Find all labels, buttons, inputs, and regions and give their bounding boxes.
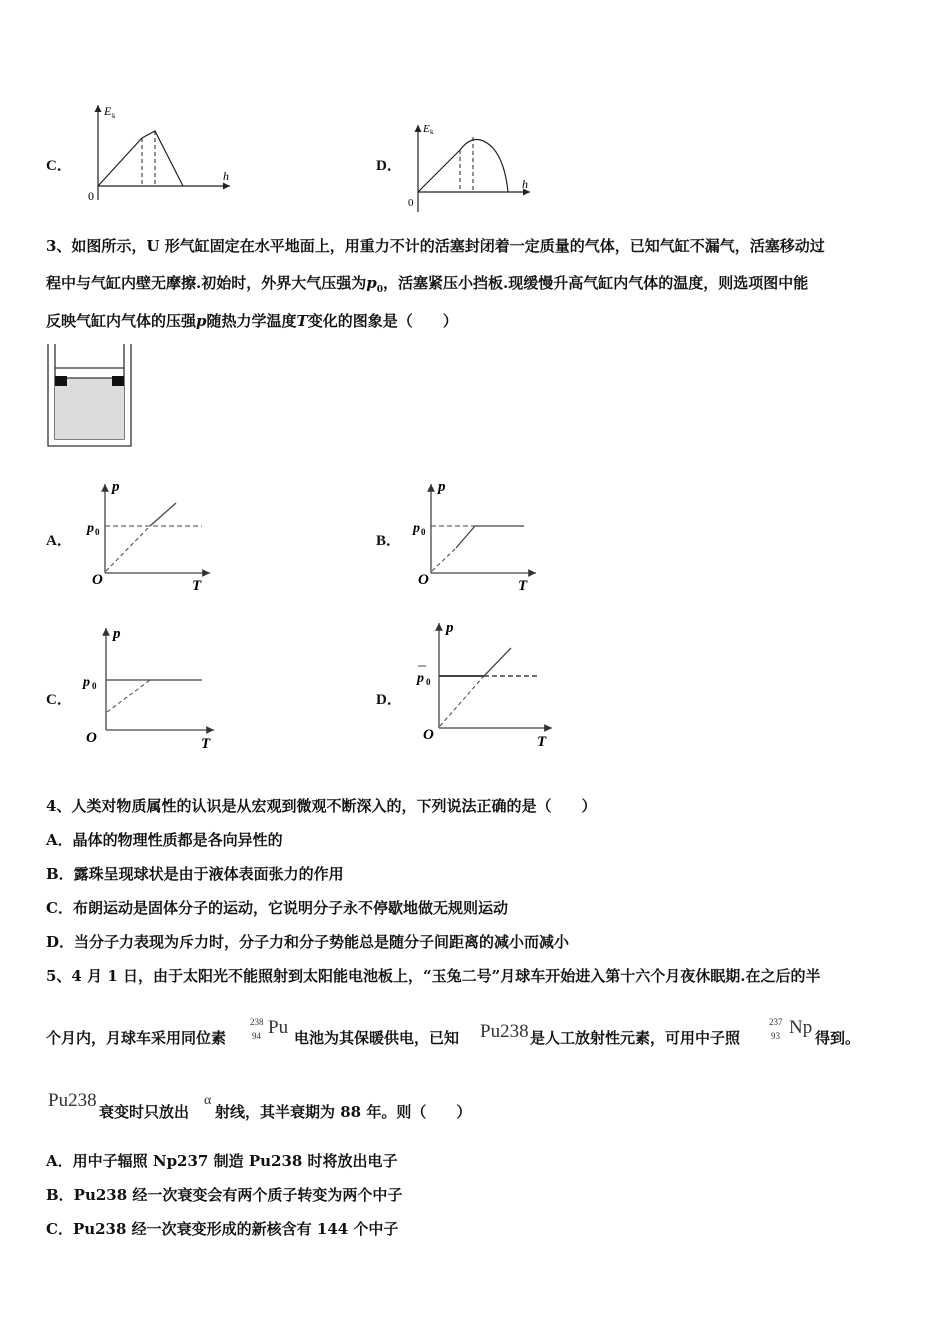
q3-line-2-b: ，活塞紧压小挡板.现缓慢升高气缸内气体的温度，则选项图中能: [383, 274, 809, 292]
p-t-graph-b: [408, 476, 543, 596]
y-label: p: [438, 479, 446, 495]
np-symbol: Np: [789, 1017, 813, 1038]
origin-label: O: [86, 730, 97, 746]
ek-h-graph-d: [405, 120, 540, 215]
q3-option-d-label[interactable]: D．: [376, 692, 402, 708]
q3-line-2: [46, 273, 808, 300]
dashed-slope: [432, 548, 456, 571]
q4-option-b[interactable]: B．露珠呈现球状是由于液体表面张力的作用: [46, 865, 344, 883]
t-symbol: T: [296, 312, 308, 330]
dashed-slope: [440, 676, 484, 726]
alpha-symbol: α: [204, 1093, 212, 1108]
q3-line-3-a: 反映气缸内气体的压强: [46, 312, 197, 330]
x-label: T: [201, 736, 211, 752]
q5-option-c[interactable]: C．Pu238 经一次衰变形成的新核含有 144 个中子: [46, 1220, 399, 1238]
top-option-d-label[interactable]: D．: [376, 158, 402, 174]
origin-label: O: [92, 572, 103, 588]
q3-option-c-label[interactable]: C．: [46, 692, 72, 708]
y-label: p: [113, 626, 121, 642]
stopper-left: [55, 376, 67, 386]
y-label: E: [423, 123, 430, 135]
np-atomic-number: 93: [771, 1031, 780, 1041]
pu-symbol: Pu: [268, 1017, 289, 1038]
q5-line-2-a: 个月内，月球车采用同位素: [46, 1029, 227, 1047]
y-label: E: [104, 104, 112, 118]
x-label: h: [223, 169, 229, 183]
x-label: T: [537, 734, 547, 750]
u-cylinder-diagram: [44, 342, 136, 450]
q5-line-2-c: 是人工放射性元素，可用中子照: [530, 1029, 741, 1047]
q4-option-c[interactable]: C．布朗运动是固体分子的运动，它说明分子永不停歇地做无规则运动: [46, 899, 508, 917]
curve: [98, 131, 183, 186]
q5-line-2-b: 电池为其保暖供电，已知: [294, 1029, 460, 1047]
p-t-graph-d: [414, 615, 559, 755]
q3-line-1: 3、如图所示，U 形气缸固定在水平地面上，用重力不计的活塞封闭着一定质量的气体，已知气缸不漏气，活塞移动过: [46, 237, 825, 255]
q3-line-3: [46, 311, 458, 331]
q5-option-b[interactable]: B．Pu238 经一次衰变会有两个质子转变为两个中子: [46, 1186, 403, 1204]
y-tick-sub: 0: [92, 681, 97, 691]
q3-line-3-b: 随热力学温度: [206, 312, 297, 330]
pu-mass-number: 238: [250, 1017, 264, 1027]
q3-line-3-c: 变化的图象是（ ）: [307, 312, 458, 330]
q5-line-3-a: 衰变时只放出: [99, 1103, 190, 1121]
y-label-sub: k: [430, 128, 434, 136]
q5-line-2-d: 得到。: [815, 1029, 861, 1047]
q5-option-a[interactable]: A．用中子辐照 Np237 制造 Pu238 时将放出电子: [46, 1152, 398, 1170]
x-label: h: [522, 177, 528, 191]
top-option-c-label[interactable]: C．: [46, 158, 72, 174]
p-symbol: p: [196, 312, 207, 330]
curve: [418, 139, 508, 192]
gas: [55, 378, 124, 439]
y-tick-sub: 0: [426, 677, 431, 687]
y-tick-p0: p: [417, 671, 424, 686]
pu238-label: Pu238: [480, 1021, 529, 1042]
y-tick-sub: 0: [421, 527, 426, 537]
q3-option-b-label[interactable]: B．: [376, 533, 402, 549]
q4-option-d[interactable]: D．当分子力表现为斥力时，分子力和分子势能总是随分子间距离的减小而减小: [46, 933, 570, 951]
np-mass-number: 237: [769, 1017, 783, 1027]
dashed-slope: [106, 526, 150, 571]
y-tick-p0: p: [83, 675, 90, 690]
y-tick-sub: 0: [95, 527, 100, 537]
q5-line-1: 5、4 月 1 日，由于太阳光不能照射到太阳能电池板上，“玉兔二号”月球车开始进入第十六个月夜休眠期.在之后的半: [46, 967, 821, 985]
solid-slope: [456, 526, 475, 548]
x-label: T: [192, 578, 202, 594]
p-t-graph-a: [82, 476, 217, 596]
stopper-right: [112, 376, 124, 386]
x-label: T: [518, 578, 528, 594]
p-sub: 0: [376, 285, 383, 295]
origin-label: 0: [88, 189, 94, 203]
p-t-graph-c: [80, 620, 220, 755]
origin-label: O: [423, 727, 434, 743]
ek-h-graph-c: [85, 100, 245, 215]
pu238-label-2: Pu238: [48, 1090, 97, 1111]
solid-slope: [150, 503, 176, 526]
y-tick-p0: p: [87, 521, 94, 536]
dashed-slope: [107, 680, 150, 712]
q3-option-a-label[interactable]: A．: [46, 533, 72, 549]
y-label: p: [446, 620, 454, 636]
y-label: p: [112, 479, 120, 495]
q4-option-a[interactable]: A．晶体的物理性质都是各向异性的: [46, 831, 283, 849]
solid-slope: [484, 648, 511, 676]
y-label-sub: k: [112, 112, 116, 120]
pu-atomic-number: 94: [252, 1031, 261, 1041]
q5-line-3-b: 射线，其半衰期为 88 年。则（ ）: [215, 1103, 472, 1121]
origin-label: 0: [408, 197, 414, 209]
origin-label: O: [418, 572, 429, 588]
q4-stem: 4、人类对物质属性的认识是从宏观到微观不断深入的，下列说法正确的是（ ）: [46, 797, 597, 815]
y-tick-p0: p: [413, 521, 420, 536]
p-symbol: p: [366, 274, 377, 292]
q3-line-2-a: 程中与气缸内壁无摩擦.初始时，外界大气压强为: [46, 274, 367, 292]
